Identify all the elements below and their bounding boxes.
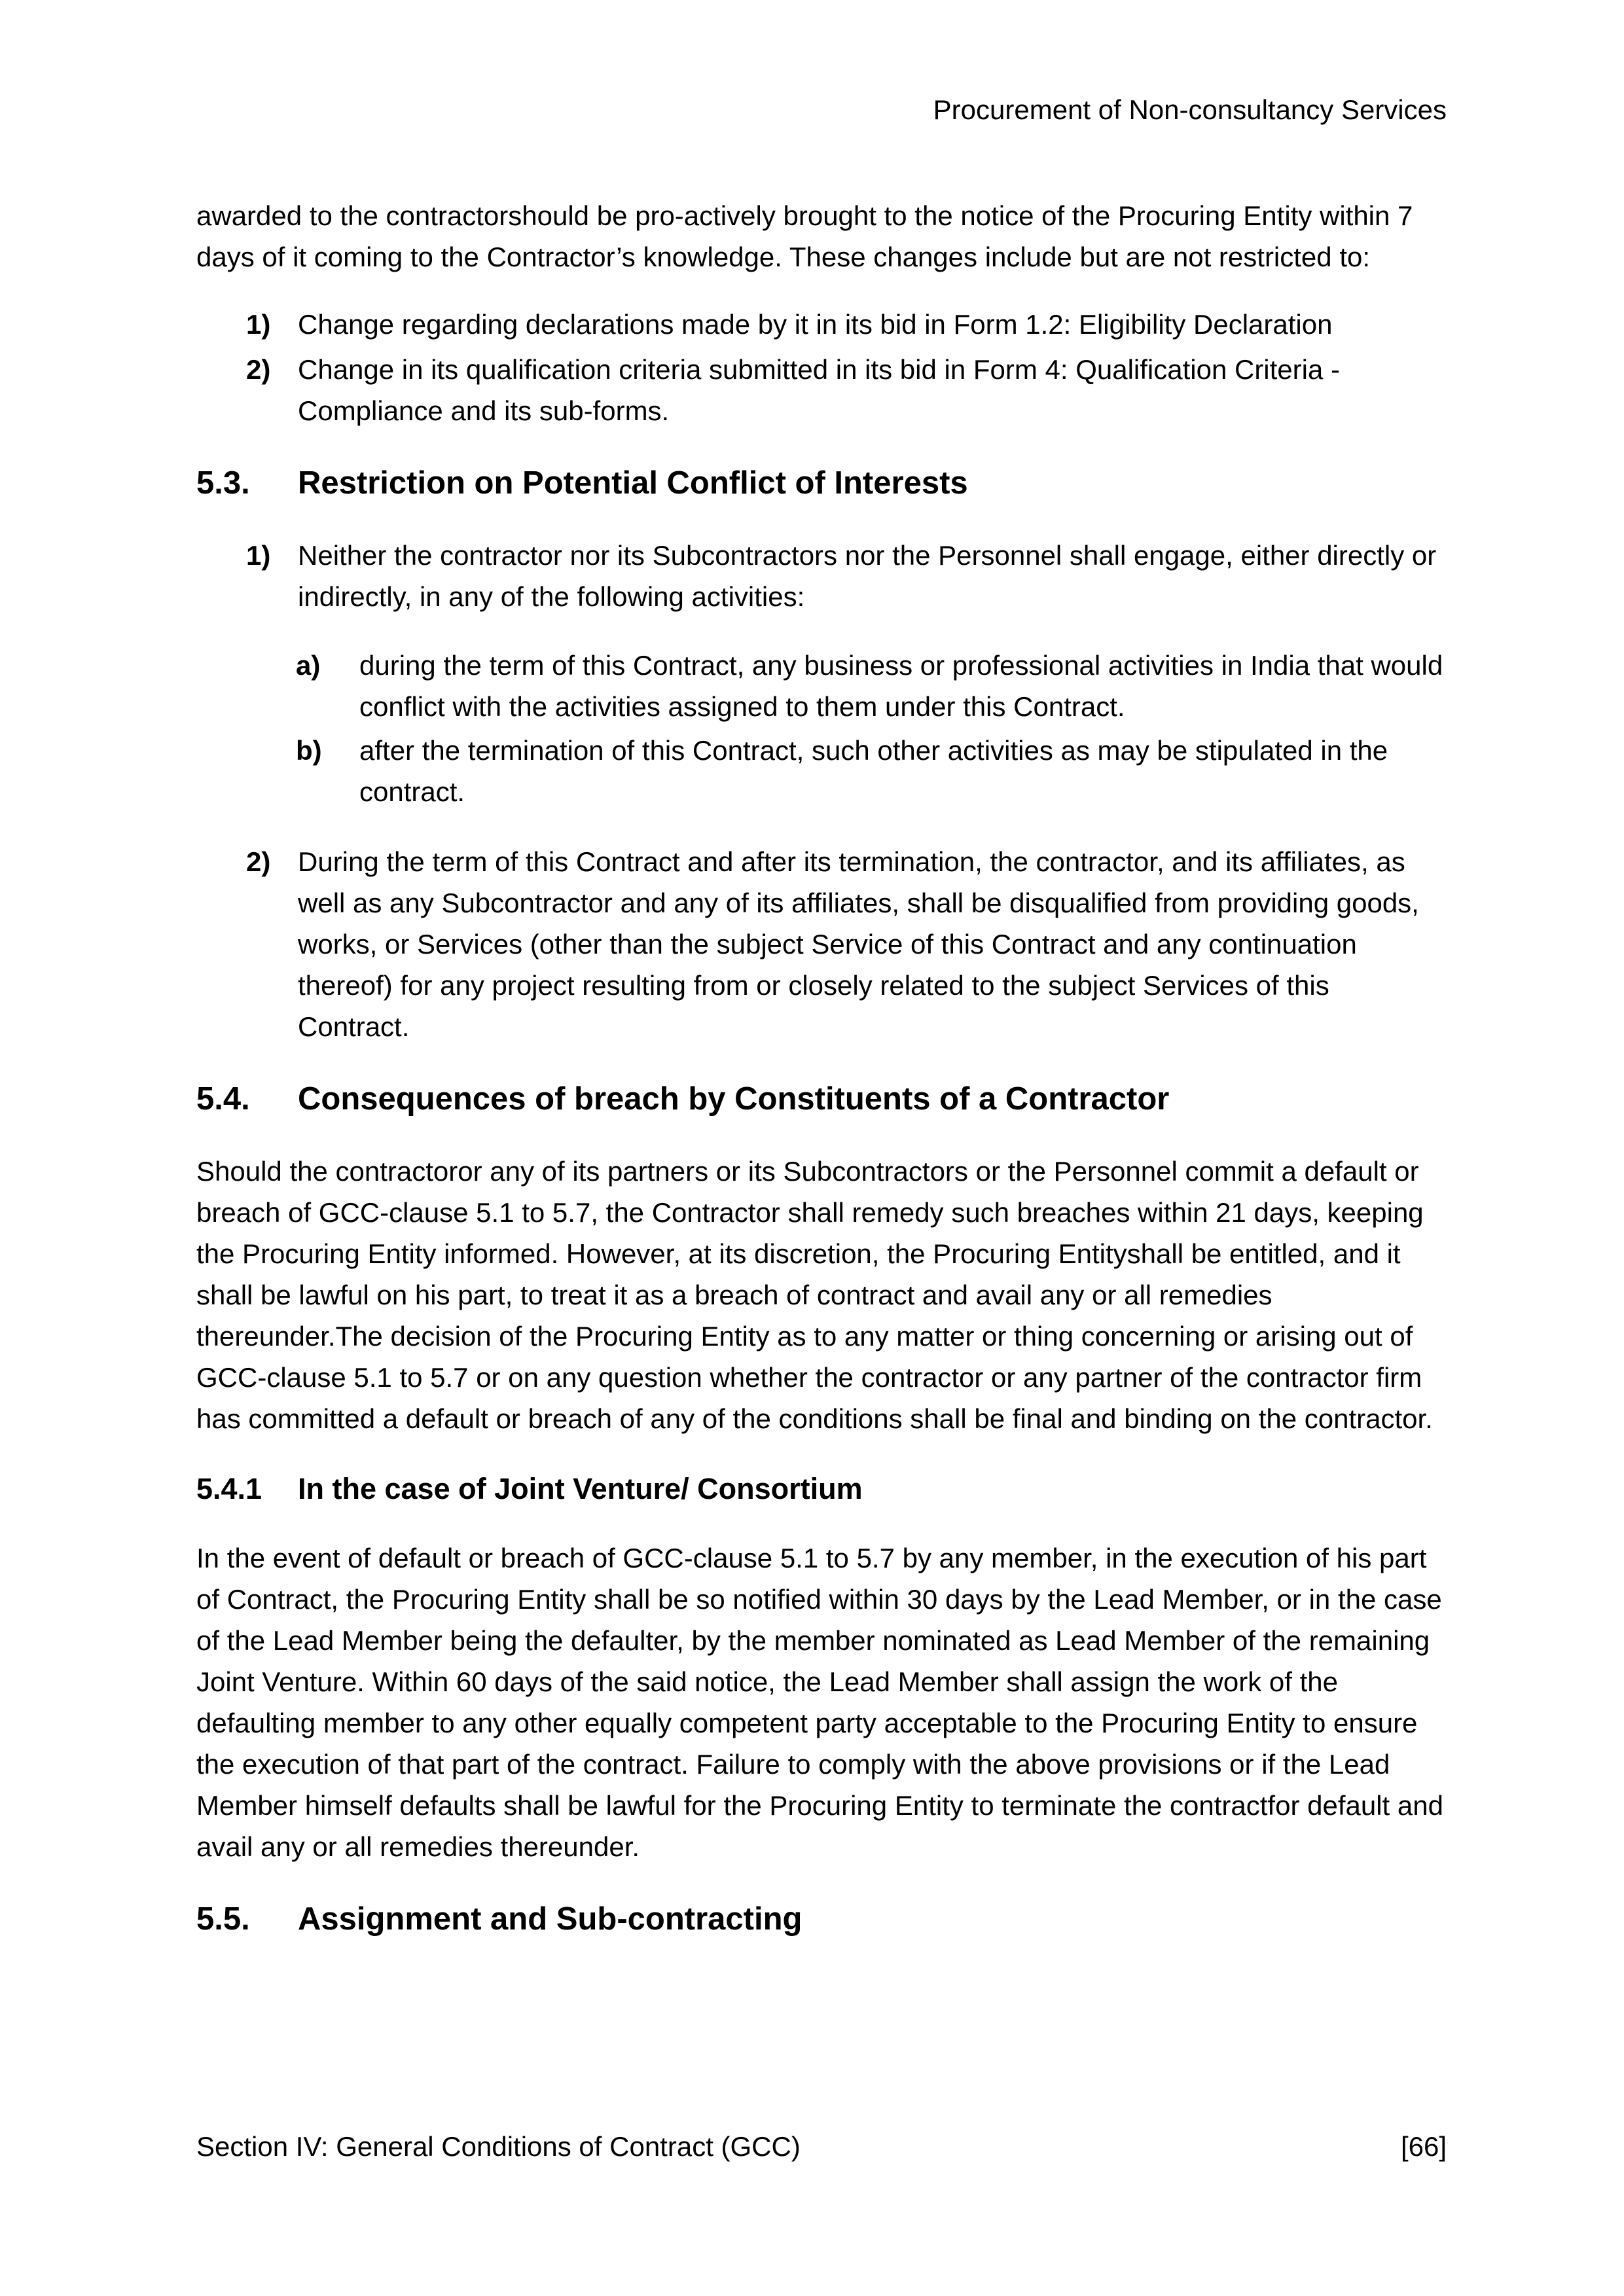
section-5-4-1-paragraph: In the event of default or breach of GCC-clause 5.1 to 5.7 by any member, in the execution of his part of Contract, the Procuring Entity shall be so notified within 30 days by the Lead Member, or in the case of the Lead Member being the defaulter, by the member nominated as Lead Member of the remaining Joint Venture. Within 60 days of the said notice, the Lead Member shall assign the work of the defaulting member to any other equally competent party acceptable to the Procuring Entity to ensure the execution of that part of the contract. Failure to comply with the above provisions or if the Lead Member himself defaults shall be lawful for the Procuring Entity to terminate the contractfor default and avail any or all remedies thereunder. <box>196 1543 1443 1862</box>
list-item-marker: 1) <box>246 540 271 571</box>
list-item-text: Neither the contractor nor its Subcontractors nor the Personnel shall engage, either directly or indirectly, in any of the following activities: <box>298 540 1437 612</box>
page-footer <box>196 2128 1447 2165</box>
section-number: 5.4.1 <box>196 1472 262 1505</box>
footer-page-number: [66] <box>1400 2131 1447 2162</box>
page-header: Procurement of Non-consultancy Services <box>933 94 1447 125</box>
list-item <box>196 349 1448 431</box>
sub-list-item-text: after the termination of this Contract, such other activities as may be stipulated in the contract. <box>359 735 1388 807</box>
document-content <box>196 195 1448 1971</box>
section-heading-5-4-1 <box>196 1468 1448 1510</box>
list-item <box>196 304 1448 345</box>
section-5-4-paragraph: Should the contractoror any of its partners or its Subcontractors or the Personnel commit a default or breach of GCC-clause 5.1 to 5.7, the Contractor shall remedy such breaches within 21 days, keeping the Procuring Entity informed. However, at its discretion, the Procuring Entityshall be entitled, and it shall be lawful on his part, to treat it as a breach of contract and avail any or all remedies thereunder.The decision of the Procuring Entity as to any matter or thing concerning or arising out of GCC-clause 5.1 to 5.7 or on any question whether the contractor or any partner of the contractor firm has committed a default or breach of any of the conditions shall be final and binding on the contractor. <box>196 1156 1433 1434</box>
list-item-text: During the term of this Contract and after its termination, the contractor, and its affiliates, as well as any Subcontractor and any of its affiliates, shall be disqualified from providing goods, works, or Services (other than the subject Service of this Contract and any continuation thereof) for any project resulting from or closely related to the subject Services of this Contract. <box>298 846 1419 1042</box>
intro-paragraph: awarded to the contractorshould be pro-actively brought to the notice of the Procuring Entity within 7 days of it coming to the Contractor’s knowledge. These changes include but are not restricted to: <box>196 200 1413 272</box>
section-heading-5-3 <box>196 460 1448 506</box>
footer-section-label: Section IV: General Conditions of Contract (GCC) <box>196 2131 801 2162</box>
change-list <box>196 304 1448 431</box>
list-item <box>196 841 1448 1047</box>
list-item <box>196 535 1448 617</box>
sub-list-item-marker: b) <box>296 735 322 766</box>
sub-list-item <box>196 645 1448 727</box>
section-title: Consequences of breach by Constituents of a Contractor <box>298 1081 1170 1117</box>
list-item-marker: 1) <box>246 309 271 340</box>
sub-list-item <box>196 730 1448 812</box>
section-number: 5.5. <box>196 1901 250 1937</box>
list-item-text: Change in its qualification criteria submitted in its bid in Form 4: Qualification Criteria - Compliance and its sub-forms. <box>298 354 1341 426</box>
list-item-marker: 2) <box>246 846 271 877</box>
sub-list <box>196 645 1448 812</box>
list-item-marker: 2) <box>246 354 271 385</box>
sub-list-item-text: during the term of this Contract, any business or professional activities in India that would conflict with the activities assigned to them under this Contract. <box>359 650 1443 722</box>
section-number: 5.3. <box>196 465 250 501</box>
list-item-text: Change regarding declarations made by it in its bid in Form 1.2: Eligibility Declaration <box>298 309 1333 340</box>
section-title: In the case of Joint Venture/ Consortium <box>298 1472 863 1505</box>
section-number: 5.4. <box>196 1081 250 1117</box>
sub-list-item-marker: a) <box>296 650 321 681</box>
section-title: Restriction on Potential Conflict of Interests <box>298 465 968 501</box>
section-heading-5-4 <box>196 1076 1448 1122</box>
section-heading-5-5 <box>196 1896 1448 1942</box>
section-title: Assignment and Sub-contracting <box>298 1901 803 1937</box>
